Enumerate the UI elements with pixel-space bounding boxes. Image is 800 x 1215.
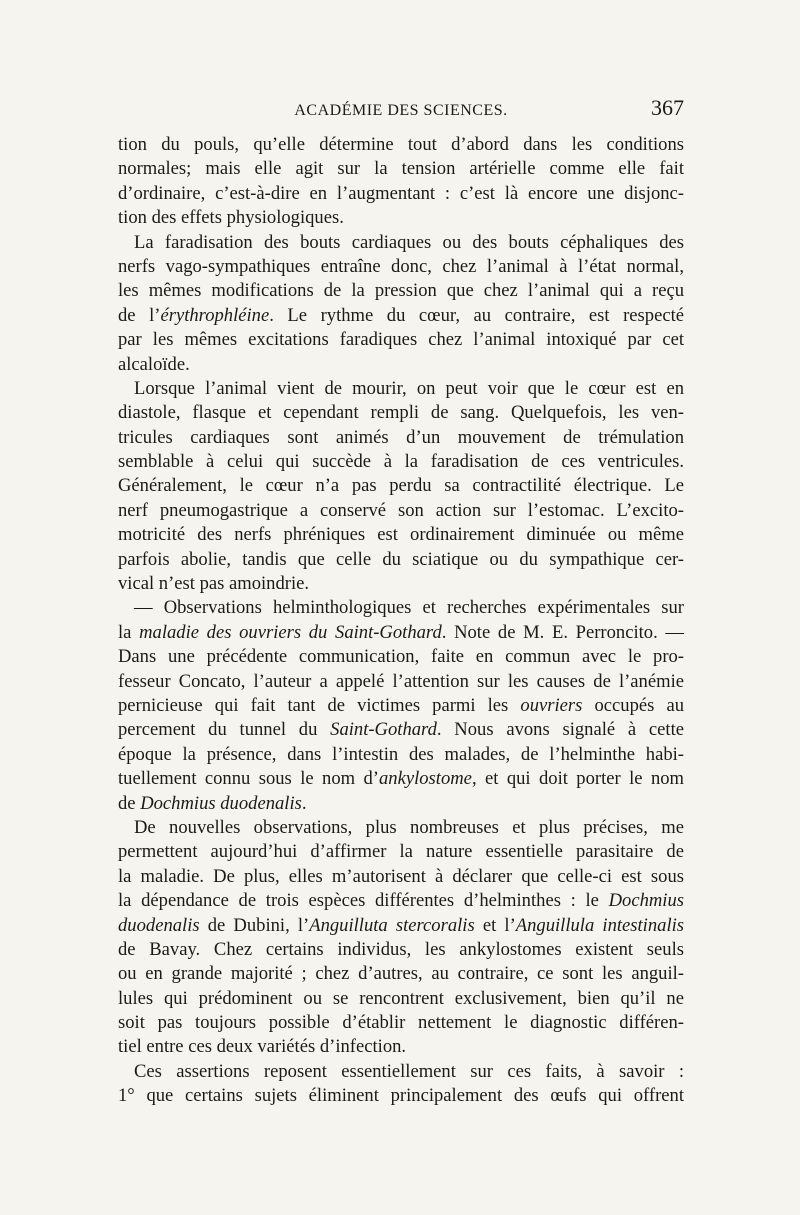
text-run: de l’ [118, 304, 161, 326]
text-line [118, 206, 684, 230]
text-run: tuellement connu sous le nom d’ [118, 768, 379, 790]
italic-text: Dochmius [608, 890, 684, 912]
text-run: lules qui prédominent ou se rencontrent exclusivement, bien qu’il ne [118, 987, 684, 1009]
text-run: vical n’est pas amoindrie. [118, 573, 310, 595]
text-run: La faradisation des bouts cardiaques ou des bouts céphaliques des [134, 231, 684, 253]
text-line [118, 231, 684, 255]
text-run: alcaloïde. [118, 353, 190, 375]
text-line [118, 279, 684, 303]
text-line [118, 621, 684, 645]
text-run: Lorsque l’animal vient de mourir, on peut voir que le cœur est en [134, 377, 684, 399]
text-line [118, 792, 684, 816]
text-run: parfois abolie, tandis que celle du sciatique ou du sympathique cer- [118, 548, 684, 570]
text-line [118, 377, 684, 401]
text-line [118, 596, 684, 620]
text-line [118, 767, 684, 791]
text-run: de [118, 792, 141, 814]
text-line [118, 889, 684, 913]
text-line [118, 157, 684, 181]
text-line [118, 255, 684, 279]
text-run: et l’ [474, 914, 516, 936]
text-line [118, 962, 684, 986]
text-run: les mêmes modifications de la pression que chez l’animal qui a reçu [118, 280, 684, 302]
text-run: De nouvelles observations, plus nombreuses et plus précises, me [134, 816, 684, 838]
text-run: Dans une précédente communication, faite en commun avec le pro- [118, 646, 684, 668]
text-run: nerfs vago-sympathiques entraîne donc, chez l’animal à l’état normal, [118, 255, 684, 277]
text-line [118, 1011, 684, 1035]
text-run: la maladie. De plus, elles m’autorisent à déclarer que celle-ci est sous [118, 865, 684, 887]
text-line [118, 133, 684, 157]
text-run: 1° que certains sujets éliminent principalement des œufs qui offrent [118, 1085, 684, 1107]
text-run: . Note de M. E. Perroncito. — [441, 621, 684, 643]
text-run: — Observations helminthologiques et recherches expérimentales sur [134, 597, 684, 619]
text-line [118, 743, 684, 767]
text-run: diastole, flasque et cependant rempli de sang. Quelquefois, les ven- [118, 402, 684, 424]
text-line [118, 938, 684, 962]
text-line [118, 401, 684, 425]
text-line [118, 987, 684, 1011]
text-run: la dépendance de trois espèces différentes d’helminthes : le [118, 890, 609, 912]
text-run: d’ordinaire, c’est-à-dire en l’augmentant : c’est là encore une disjonc- [118, 182, 684, 204]
text-run: la [118, 621, 140, 643]
text-line [118, 182, 684, 206]
text-run: . Le rythme du cœur, au contraire, est respecté [269, 304, 684, 326]
text-line [118, 426, 684, 450]
text-run: . [301, 792, 307, 814]
italic-text: maladie des ouvriers du Saint-Gothard [139, 621, 442, 643]
text-run: fesseur Concato, l’auteur a appelé l’attention sur les causes de l’anémie [118, 670, 684, 692]
text-line [118, 450, 684, 474]
italic-text: Anguilluta stercoralis [309, 914, 475, 936]
running-head [118, 95, 684, 129]
text-run: époque la présence, dans l’intestin des malades, de l’helminthe habi- [118, 743, 684, 765]
text-run: motricité des nerfs phréniques est ordinairement diminuée ou même [118, 524, 684, 546]
body-text [118, 133, 684, 1109]
italic-text: Saint-Gothard [330, 719, 437, 741]
text-run: tiel entre ces deux variétés d’infection. [118, 1036, 407, 1058]
text-line [118, 328, 684, 352]
text-line [118, 1084, 684, 1108]
italic-text: Anguillula intestinalis [515, 914, 685, 936]
italic-text: ouvriers [520, 694, 583, 716]
page-number: 367 [651, 95, 684, 120]
text-run: ou en grande majorité ; chez d’autres, au contraire, ce sont les anguil- [118, 963, 684, 985]
text-line [118, 694, 684, 718]
text-run: par les mêmes excitations faradiques chez l’animal intoxiqué par cet [118, 329, 684, 351]
text-line [118, 353, 684, 377]
text-line [118, 499, 684, 523]
italic-text: duodenalis [118, 914, 200, 936]
text-line [118, 1060, 684, 1084]
italic-text: ankylostome [378, 768, 472, 790]
text-run: normales; mais elle agit sur la tension artérielle comme elle fait [118, 158, 684, 180]
text-line [118, 474, 684, 498]
text-run: permettent aujourd’hui d’affirmer la nature essentielle parasitaire de [118, 841, 684, 863]
text-line [118, 523, 684, 547]
text-line [118, 1035, 684, 1059]
text-line [118, 645, 684, 669]
text-run: soit pas toujours possible d’établir nettement le diagnostic différen- [118, 1012, 684, 1034]
running-title: ACADÉMIE DES SCIENCES. [294, 102, 508, 119]
text-line [118, 548, 684, 572]
text-run: semblable à celui qui succède à la faradisation de ces ventricules. [118, 451, 684, 473]
text-run: Ces assertions reposent essentiellement sur ces faits, à savoir : [134, 1060, 684, 1082]
text-line [118, 816, 684, 840]
text-line [118, 572, 684, 596]
text-line [118, 670, 684, 694]
italic-text: Dochmius duodenalis [140, 792, 302, 814]
text-run: pernicieuse qui fait tant de victimes parmi les [118, 694, 521, 716]
text-run: , et qui doit porter le nom [471, 768, 684, 790]
text-run: tion du pouls, qu’elle détermine tout d’abord dans les conditions [118, 134, 684, 155]
italic-text: érythrophléine [160, 304, 270, 326]
text-line [118, 304, 684, 328]
text-line [118, 914, 684, 938]
text-run: nerf pneumogastrique a conservé son action sur l’estomac. L’excito- [118, 499, 684, 521]
text-run: tricules cardiaques sont animés d’un mouvement de trémulation [118, 426, 684, 448]
text-run: . Nous avons signalé à cette [436, 719, 684, 741]
text-run: de Dubini, l’ [199, 914, 310, 936]
text-line [118, 840, 684, 864]
text-run: Généralement, le cœur n’a pas perdu sa contractilité électrique. Le [118, 475, 684, 497]
text-run: de Bavay. Chez certains individus, les ankylostomes existent seuls [118, 938, 684, 960]
text-line [118, 718, 684, 742]
text-run: percement du tunnel du [118, 719, 331, 741]
text-run: tion des effets physiologiques. [118, 207, 344, 229]
text-line [118, 865, 684, 889]
text-run: occupés au [582, 694, 684, 716]
